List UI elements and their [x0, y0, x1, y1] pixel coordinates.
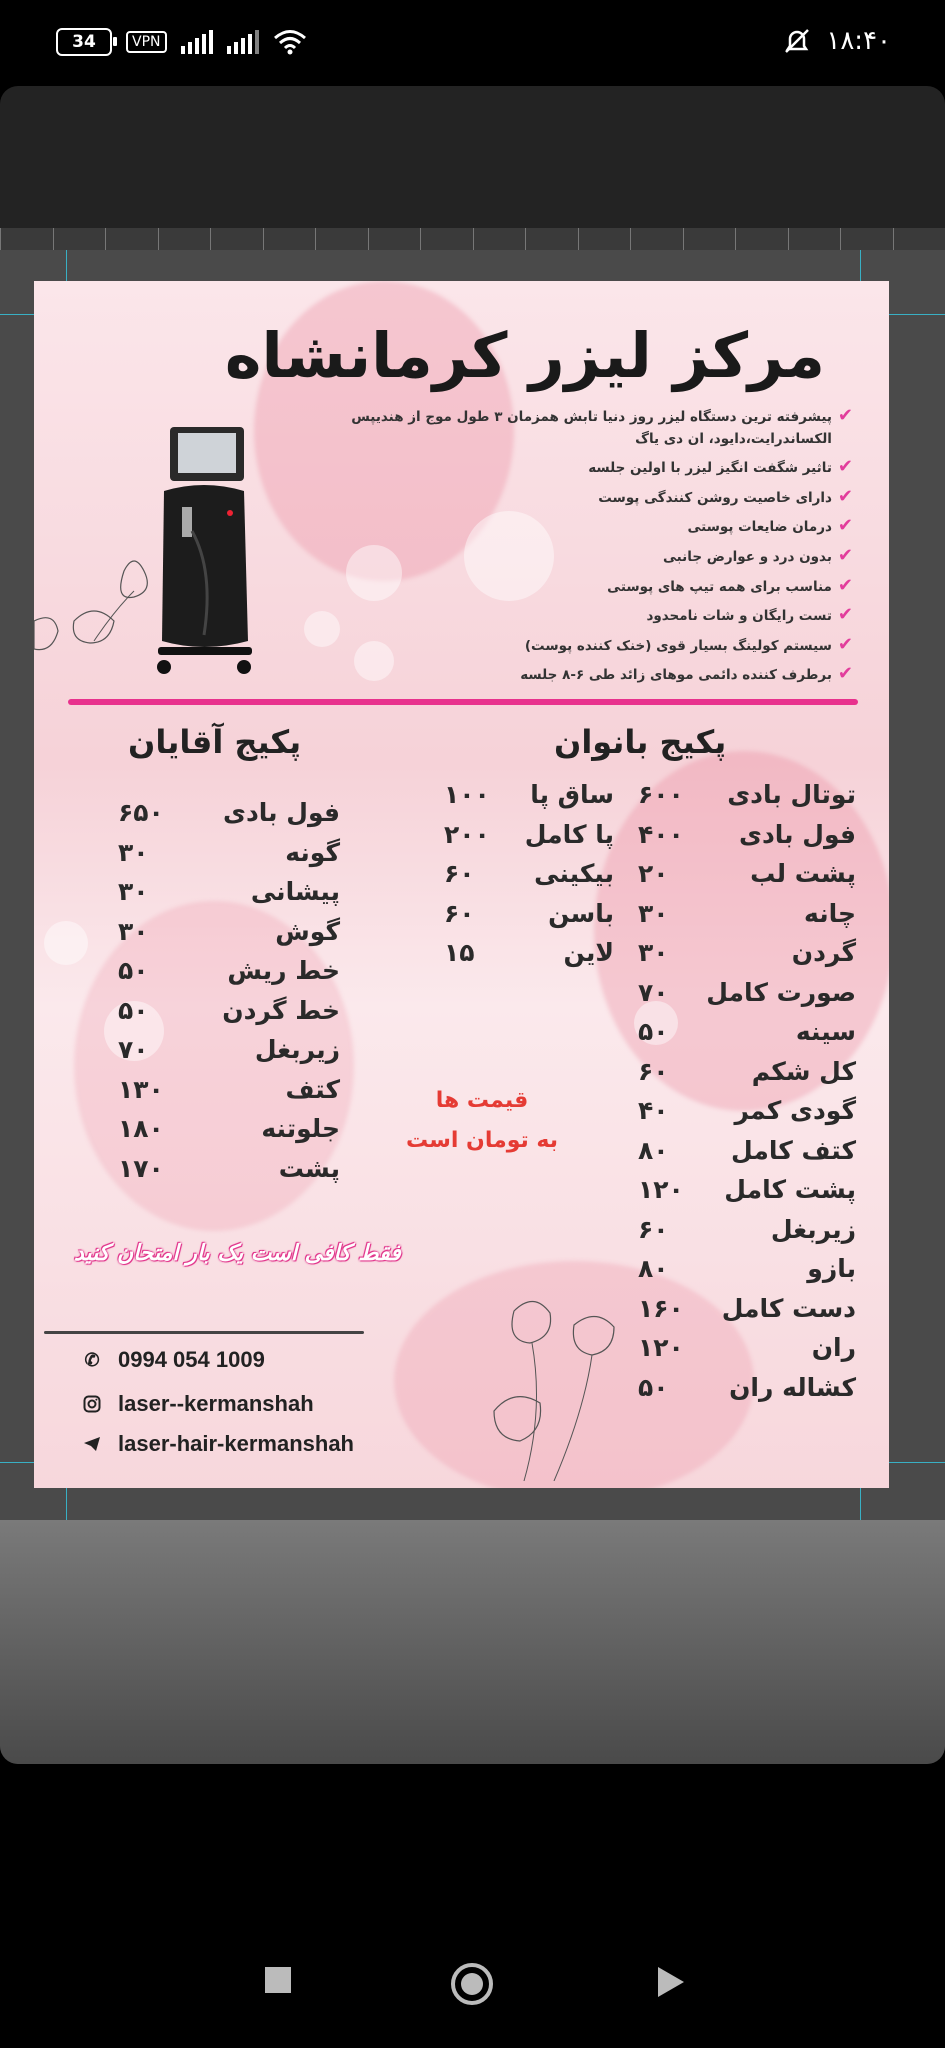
women-price-list-2 [444, 775, 614, 973]
price-row [638, 854, 856, 894]
checkmark-icon: ✔ [837, 515, 853, 537]
service-name: زیربغل [254, 1035, 340, 1064]
price-row [118, 833, 340, 873]
feature-text: برطرف کننده دائمی موهای زائد طی ۶-۸ جلسه [520, 667, 832, 684]
service-name: گوش [275, 916, 340, 946]
checkmark-icon: ✔ [837, 456, 853, 478]
checkmark-icon: ✔ [837, 485, 853, 507]
service-price: ۸۰ [638, 1254, 669, 1283]
feature-item [333, 517, 853, 539]
price-row [638, 775, 856, 815]
square-icon [264, 1966, 292, 1994]
price-row [118, 1070, 340, 1110]
service-name: پشت کامل [724, 1175, 856, 1204]
service-name: گردن [791, 938, 856, 967]
price-row [638, 1289, 856, 1329]
service-price: ۳۰ [118, 837, 149, 867]
service-name: ساق پا [530, 780, 614, 809]
price-row [444, 933, 614, 973]
flower-illustration [34, 531, 164, 661]
signal-icon [181, 30, 213, 54]
service-price: ۶۵۰ [118, 798, 164, 827]
service-name: کتف [285, 1074, 340, 1104]
feature-item [333, 407, 853, 450]
service-price: ۶۰ [444, 859, 475, 888]
service-price: ۱۸۰ [118, 1114, 164, 1143]
service-price: ۴۰ [638, 1096, 669, 1125]
instagram-handle: laser--kermanshah [118, 1391, 314, 1416]
women-price-list [638, 775, 856, 1407]
editor-bottom-panel [0, 1520, 945, 1764]
price-row [638, 1328, 856, 1368]
contact-phone [82, 1347, 265, 1373]
service-price: ۸۰ [638, 1135, 669, 1165]
feature-text: درمان ضایعات پوستی [687, 519, 832, 536]
price-row [638, 1170, 856, 1210]
contact-divider [44, 1331, 364, 1334]
service-price: ۳۰ [118, 877, 149, 906]
service-name: پیشانی [250, 877, 340, 906]
service-name: پا کامل [524, 819, 614, 849]
feature-text: بدون درد و عوارض جانبی [663, 548, 832, 565]
service-price: ۲۰ [638, 859, 669, 888]
price-row [638, 1012, 856, 1052]
service-price: ۶۰ [638, 1214, 669, 1244]
checkmark-icon: ✔ [837, 574, 853, 596]
status-bar [0, 0, 945, 86]
service-price: ۵۰ [118, 956, 149, 985]
telegram-icon [82, 1436, 102, 1452]
price-row [638, 815, 856, 855]
price-row [638, 1210, 856, 1250]
feature-item [333, 665, 853, 687]
price-row [444, 894, 614, 934]
checkmark-icon: ✔ [837, 405, 853, 426]
service-price: ۵۰ [638, 1017, 669, 1046]
service-name: گونه [285, 837, 340, 867]
service-name: کتف کامل [731, 1135, 856, 1165]
alarm-off-icon [782, 26, 812, 56]
men-price-list [118, 793, 340, 1188]
service-price: ۱۵ [444, 938, 475, 967]
price-row [118, 1109, 340, 1149]
triangle-icon [656, 1966, 686, 1998]
service-name: زیربغل [770, 1214, 856, 1244]
service-name: باسن [548, 898, 614, 928]
price-row [118, 912, 340, 952]
service-price: ۱۶۰ [638, 1293, 684, 1323]
telegram-handle: laser-hair-kermanshah [118, 1431, 354, 1456]
price-row [444, 815, 614, 855]
price-row [638, 894, 856, 934]
instagram-icon [82, 1395, 102, 1413]
price-row [638, 933, 856, 973]
circle-icon [450, 1962, 494, 2006]
currency-note [392, 1081, 572, 1161]
feature-text: مناسب برای همه تیپ های پوستی [607, 578, 832, 595]
phone-icon: ✆ [84, 1349, 100, 1370]
service-price: ۲۰۰ [444, 819, 490, 849]
service-name: بیکینی [534, 859, 614, 888]
flower-illustration-bottom [484, 1291, 654, 1481]
service-price: ۱۰۰ [444, 780, 490, 809]
contact-instagram [82, 1391, 314, 1417]
checkmark-icon: ✔ [837, 663, 853, 685]
service-price: ۳۰ [118, 916, 149, 946]
contact-telegram [82, 1431, 354, 1457]
currency-note-line1: قیمت ها [435, 1088, 529, 1113]
service-price: ۶۰ [638, 1056, 669, 1086]
currency-note-line2: به تومان است [405, 1128, 559, 1153]
price-row [638, 1249, 856, 1289]
service-name: صورت کامل [706, 977, 856, 1007]
feature-text: دارای خاصیت روشن کنندگی پوست [598, 489, 832, 506]
service-name: کشاله ران [729, 1372, 856, 1402]
service-name: پشت [278, 1153, 340, 1183]
signal-2-icon [227, 30, 259, 54]
battery-icon [56, 28, 112, 56]
women-package-title: پکیج بانوان [554, 723, 727, 761]
service-price: ۳۰ [638, 898, 669, 928]
ruler [0, 228, 945, 250]
feature-item [333, 574, 853, 599]
men-package-title: پکیج آقایان [128, 723, 302, 761]
recents-button[interactable] [264, 1966, 292, 1998]
battery-level: 34 [72, 32, 96, 52]
feature-item [333, 544, 853, 569]
price-row [444, 775, 614, 815]
navigation-bar [0, 1930, 945, 2048]
service-price: ۱۷۰ [118, 1153, 164, 1183]
phone-number: 0994 054 1009 [118, 1347, 265, 1372]
feature-item [333, 485, 853, 510]
price-row [638, 1091, 856, 1131]
service-name: دست کامل [721, 1293, 856, 1323]
price-row [118, 1030, 340, 1070]
service-name: خط ریش [227, 956, 340, 985]
service-name: جلوتنه [261, 1114, 340, 1143]
service-price: ۴۰۰ [638, 819, 684, 849]
vpn-badge: VPN [126, 31, 167, 53]
price-row [638, 1052, 856, 1092]
price-row [118, 951, 340, 991]
service-price: ۶۰۰ [638, 780, 684, 809]
divider-line [68, 699, 858, 705]
feature-item [333, 633, 853, 658]
checkmark-icon: ✔ [837, 544, 853, 566]
feature-text: پیشرفته ترین دستگاه لیزر روز دنیا تابش همزمان ۳ طول موج از هندیپس الکساندرایت،دایود، ان دی یاگ [351, 409, 832, 447]
service-price: ۳۰ [638, 938, 669, 967]
service-name: سینه [795, 1017, 856, 1046]
service-name: پشت لب [750, 859, 856, 888]
service-price: ۵۰ [638, 1372, 669, 1402]
price-row [638, 1368, 856, 1408]
back-button[interactable] [656, 1966, 686, 2002]
price-row [118, 991, 340, 1031]
service-price: ۵۰ [118, 995, 149, 1025]
service-name: کل شکم [751, 1056, 856, 1086]
checkmark-icon: ✔ [837, 633, 853, 655]
service-name: ران [811, 1333, 856, 1362]
price-row [638, 973, 856, 1013]
feature-list [333, 407, 853, 695]
checkmark-icon: ✔ [837, 604, 853, 626]
service-name: گودی کمر [734, 1096, 856, 1125]
service-name: فول بادی [739, 819, 856, 849]
service-price: ۷۰ [638, 977, 669, 1007]
feature-text: تاثیر شگفت انگیز لیزر با اولین جلسه [588, 460, 832, 477]
service-name: خط گردن [222, 995, 340, 1025]
price-row [118, 1149, 340, 1189]
poster-title: مرکز لیزر کرمانشاه [224, 319, 825, 392]
service-name: فول بادی [223, 798, 340, 827]
service-name: توتال بادی [727, 780, 856, 809]
feature-item [333, 606, 853, 628]
home-button[interactable] [450, 1962, 494, 2010]
wifi-icon [273, 29, 307, 55]
price-row [638, 1131, 856, 1171]
service-name: لاین [563, 938, 614, 967]
price-row [118, 793, 340, 833]
poster-image [34, 281, 889, 1488]
feature-text: تست رایگان و شات نامحدود [646, 608, 832, 625]
service-price: ۱۲۰ [638, 1175, 684, 1204]
service-name: بازو [807, 1254, 856, 1283]
price-row [444, 854, 614, 894]
service-price: ۱۲۰ [638, 1333, 684, 1362]
service-price: ۷۰ [118, 1035, 149, 1064]
price-row [118, 872, 340, 912]
slogan: فقط کافی است یک بار امتحان کنید [74, 1241, 401, 1266]
feature-item [333, 458, 853, 480]
service-name: چانه [804, 898, 856, 928]
clock: ۱۸:۴۰ [826, 26, 891, 56]
service-price: ۱۳۰ [118, 1074, 164, 1104]
service-price: ۶۰ [444, 898, 475, 928]
feature-text: سیستم کولینگ بسیار قوی (خنک کننده پوست) [524, 637, 832, 654]
